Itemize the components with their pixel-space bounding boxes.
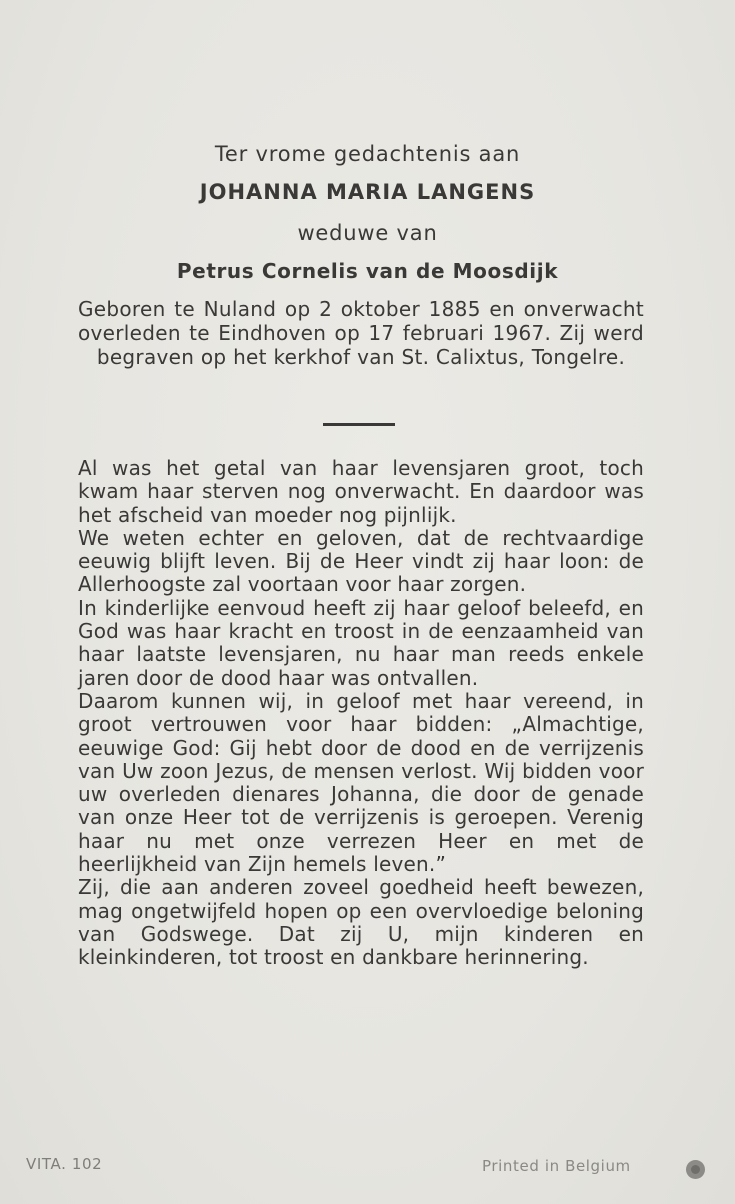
divider-line xyxy=(323,423,395,426)
printer-logo-icon xyxy=(686,1160,705,1179)
memorial-text xyxy=(78,457,644,970)
paragraph-5: Zij, die aan anderen zoveel goedheid heeft bewezen, mag ongetwijfeld hopen op een overvloedige beloning van Godswege. Dat zij U, mijn kinderen en kleinkinderen, tot troost en dankbare herinnering. xyxy=(78,875,644,970)
husband-name: Petrus Cornelis van de Moosdijk xyxy=(176,259,559,283)
printed-in-note: Printed in Belgium xyxy=(482,1157,631,1175)
paragraph-2: We weten echter en geloven, dat de rechtvaardige eeuwig blijft leven. Bij de Heer vindt zij haar loon: de Allerhoogste zal voortaan voor haar zorgen. xyxy=(78,525,644,597)
widow-of-line: weduwe van xyxy=(297,221,438,245)
series-number: VITA. 102 xyxy=(26,1155,103,1173)
dedication-line: Ter vrome gedachtenis aan xyxy=(214,142,521,166)
birth-death-details: Geboren te Nuland op 2 oktober 1885 en onverwacht overleden te Eindhoven op 17 februari 1967. Zij werd begraven op het kerkhof van St. Calixtus, Tongelre. xyxy=(78,297,644,369)
paragraph-1: Al was het getal van haar levensjaren groot, toch kwam haar sterven nog onverwacht. En daardoor was het afscheid van moeder nog pijnlijk. xyxy=(78,456,644,527)
deceased-name: JOHANNA MARIA LANGENS xyxy=(199,180,536,204)
paragraph-4: Daarom kunnen wij, in geloof met haar vereend, in groot vertrouwen voor haar bidden: „Almachtige, eeuwige God: Gij hebt door de dood en de verrijzenis van Uw zoon Jezus, de mensen verlost. Wij bidden voor uw overleden dienares Johanna, die door de genade van onze Heer tot de verrijzenis is geroepen. Verenig haar nu met onze verrezen Heer en met de heerlijkheid van Zijn hemels leven.” xyxy=(78,688,644,877)
paragraph-3: In kinderlijke eenvoud heeft zij haar geloof beleefd, en God was haar kracht en troost in de eenzaamheid van haar laatste levensjaren, nu haar man reeds enkele jaren door de dood haar was ontvallen. xyxy=(78,595,644,690)
